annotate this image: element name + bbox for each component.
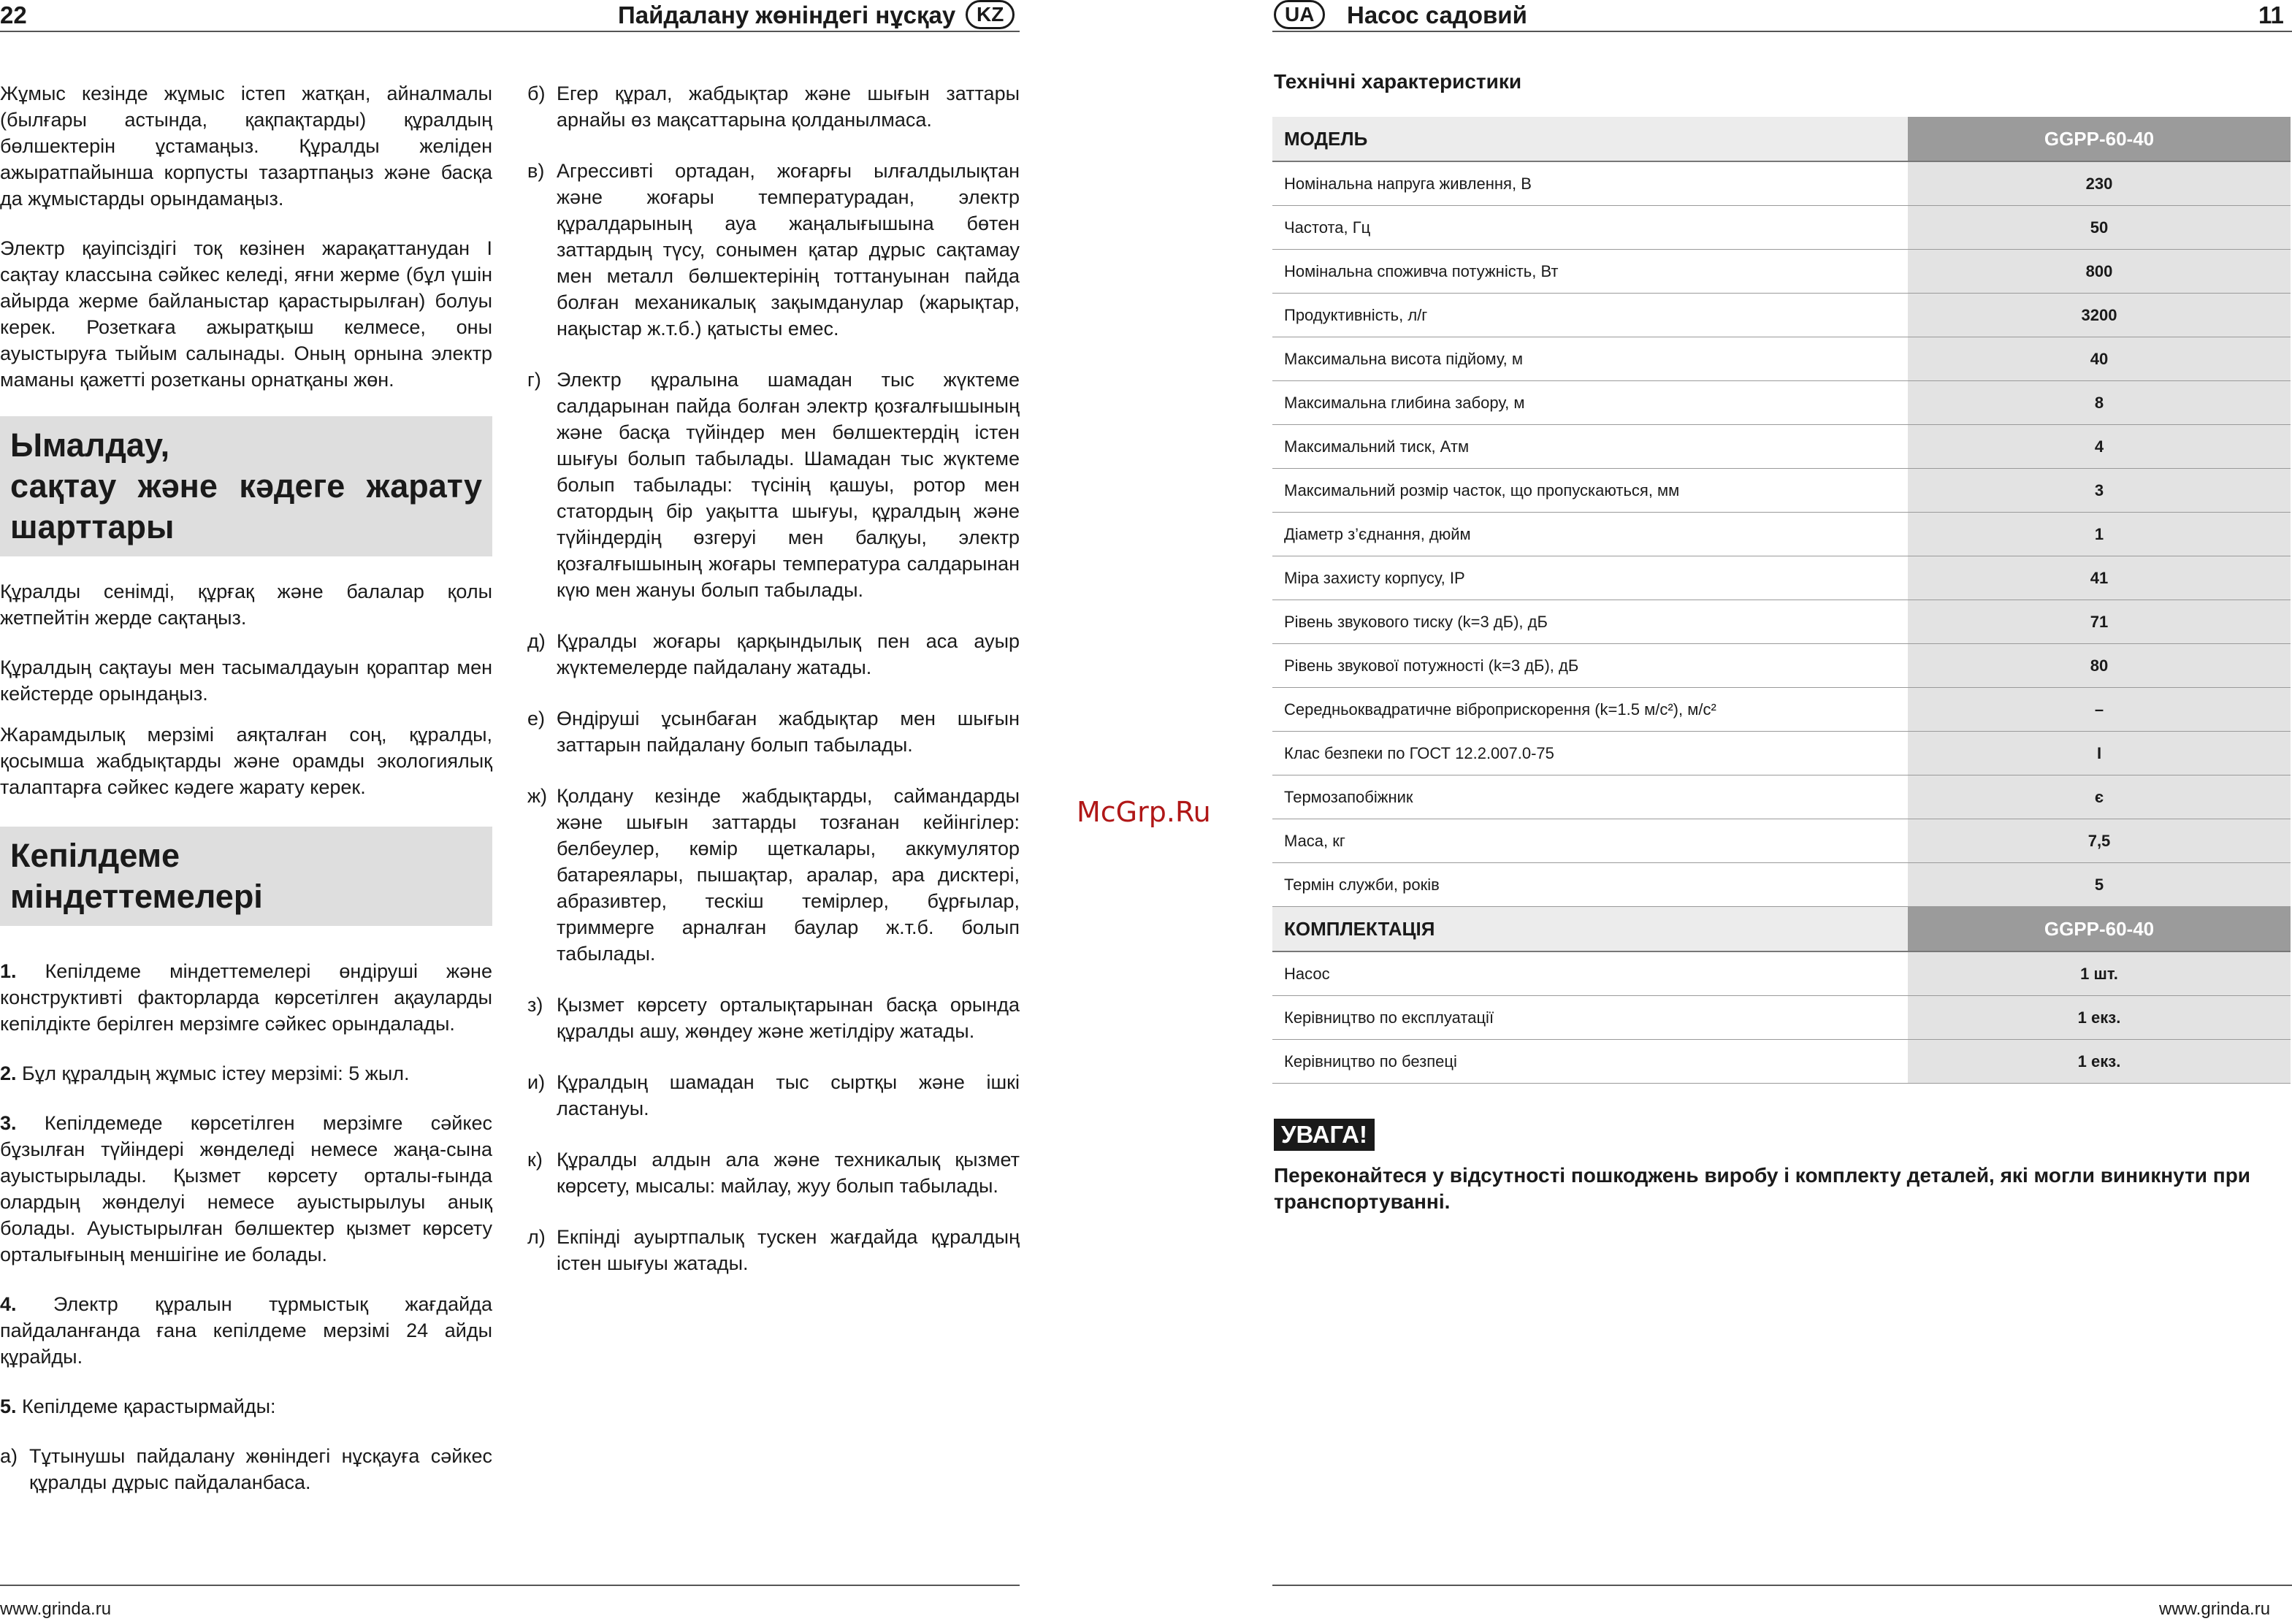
kz-exclusion-a <box>0 1443 492 1495</box>
table-row <box>1272 556 2291 600</box>
kz-warranty-item-3 <box>0 1110 492 1268</box>
table-row <box>1272 425 2291 469</box>
item-marker: д) <box>527 630 546 652</box>
kz-lang-badge <box>966 0 1015 29</box>
spec-label: Термозапобіжник <box>1272 775 1908 819</box>
spec-value: 8 <box>1908 381 2291 425</box>
kit-header-model: GGPP-60-40 <box>1908 907 2291 952</box>
table-row <box>1272 337 2291 381</box>
table-row <box>1272 951 2291 996</box>
item-number: 4. <box>0 1293 17 1315</box>
table-row <box>1272 513 2291 556</box>
item-text: Қолдану кезінде жабдықтарды, саймандарды және шығын заттарды тозғанан кейінгілер: белбеулер, көмір щеткалары, аккумулятор батареялары, пышақтар, аралар, ара дисктері, абразивтер, тескіш темірлер, бұрғылар, триммерге арналған баулар ж.т.б. болып табылады. <box>557 785 1020 965</box>
right-header-title: Насос садовий <box>1347 1 1527 28</box>
item-marker: г) <box>527 369 541 391</box>
table-row <box>1272 644 2291 688</box>
item-marker: а) <box>0 1445 18 1467</box>
spec-value: 40 <box>1908 337 2291 381</box>
kz-column-2 <box>527 80 1020 1301</box>
item-marker: в) <box>527 160 545 182</box>
spec-label: Середньоквадратичне віброприскорення (k=1.5 м/с²), м/с² <box>1272 688 1908 732</box>
item-number: 1. <box>0 960 17 982</box>
spec-value: – <box>1908 688 2291 732</box>
spec-value: є <box>1908 775 2291 819</box>
spec-label: Міра захисту корпусу, IP <box>1272 556 1908 600</box>
spec-label: Частота, Гц <box>1272 206 1908 250</box>
item-number: 3. <box>0 1112 17 1134</box>
table-row <box>1272 206 2291 250</box>
item-marker: л) <box>527 1226 546 1248</box>
left-footer-url[interactable]: www.grinda.ru <box>0 1599 112 1619</box>
left-header-title: Пайдалану жөніндегі нұсқау <box>618 1 956 28</box>
item-marker: ж) <box>527 785 548 807</box>
kz-para-3: Құралды сенімді, құрғақ және балалар қолы жетпейтін жерде сақтаңыз. <box>0 581 492 629</box>
item-number: 5. <box>0 1395 17 1417</box>
item-text: Құралды алдын ала және техникалық қызмет көрсету, мысалы: майлау, жуу болып табылады. <box>557 1149 1020 1197</box>
spec-header-label: МОДЕЛЬ <box>1272 117 1908 161</box>
kz-exclusion-z <box>527 992 1020 1044</box>
spec-section-title: Технічні характеристики <box>1274 70 1522 93</box>
kz-exclusion-b <box>527 80 1020 133</box>
table-row <box>1272 688 2291 732</box>
item-text: Өндіруші ұсынбаған жабдықтар мен шығын заттарын пайдалану болып табылады. <box>557 708 1020 756</box>
item-text: Электр құралын тұрмыстық жағдайда пайдаланғанда ғана кепілдеме мерзімі 24 айды құрайды. <box>0 1293 492 1368</box>
spec-label: Діаметр з’єднання, дюйм <box>1272 513 1908 556</box>
spec-table <box>1272 117 2291 1084</box>
spec-label: Номінальна споживча потужність, Вт <box>1272 250 1908 294</box>
kz-para-2: Электр қауіпсіздігі тоқ көзінен жарақаттанудан I сақтау классына сәйкес келеді, яғни жерме (бұл үшін айырда жерме байланыстар қарастырылған) болуы керек. Розеткаға ажыратқыш келмесе, оны ауыстыруға тыйым салынады. Оның орнына электр маманы қажетті розетканы орнатқаны жөн. <box>0 237 492 391</box>
spec-label: Номінальна напруга живлення, В <box>1272 161 1908 206</box>
right-page-number: 11 <box>2258 1 2284 28</box>
table-row <box>1272 161 2291 206</box>
spec-value: 5 <box>1908 863 2291 907</box>
item-text: Кепілдеме қарастырмайды: <box>22 1395 276 1417</box>
spec-value: 7,5 <box>1908 819 2291 863</box>
item-text: Егер құрал, жабдықтар және шығын заттары арнайы өз мақсаттарына қолданылмаса. <box>557 83 1020 131</box>
ua-badge-label: UA <box>1274 0 1325 29</box>
spec-value: 50 <box>1908 206 2291 250</box>
left-header-rule <box>0 31 1020 32</box>
spec-label: Максимальний тиск, Атм <box>1272 425 1908 469</box>
right-footer-url[interactable]: www.grinda.ru <box>2159 1599 2271 1619</box>
warning-badge <box>1274 1119 1375 1151</box>
kz-section-storage-title: Ымалдау, сақтау және кәдеге жарату шарттары <box>0 416 492 556</box>
kz-exclusion-i <box>527 1069 1020 1122</box>
table-row <box>1272 294 2291 337</box>
kz-exclusion-zh <box>527 783 1020 967</box>
spec-value: 80 <box>1908 644 2291 688</box>
spec-value: 41 <box>1908 556 2291 600</box>
item-marker: б) <box>527 83 546 104</box>
kit-header-row <box>1272 907 2291 952</box>
item-text: Электр құралына шамадан тыс жүктеме салдарынан пайда болған электр қозғалғышының және басқа түйіндер мен бөлшектердің істен шығуы болып табылады. Шамадан тыс жүктеме болып табылады: түсінің қашуы, ротор мен статордың бір уақытта шығуы, құралдың және түйіндердің өзгеруі мен балқуы, электр қозғалғышының жоғары температура салдарынан күю мен жануы болып табылады. <box>557 369 1020 601</box>
spec-label: Клас безпеки по ГОСТ 12.2.007.0-75 <box>1272 732 1908 775</box>
right-footer-rule <box>1272 1585 2292 1586</box>
spec-header-model: GGPP-60-40 <box>1908 117 2291 161</box>
spec-value: I <box>1908 732 2291 775</box>
item-number: 2. <box>0 1062 17 1084</box>
table-row <box>1272 732 2291 775</box>
kz-exclusion-d <box>527 628 1020 681</box>
spec-label: Термін служби, років <box>1272 863 1908 907</box>
item-text: Құралды жоғары қарқындылық пен аса ауыр жүктемелерде пайдалану жатады. <box>557 630 1020 678</box>
kit-label: Керівництво по безпеці <box>1272 1040 1908 1084</box>
warning-text: Переконайтеся у відсутності пошкоджень виробу і комплекту деталей, які могли виникнути при транспортуванні. <box>1274 1164 2251 1213</box>
kz-warranty-item-1 <box>0 958 492 1037</box>
item-text: Екпінді ауыртпалық тускен жағдайда құралдың істен шығуы жатады. <box>557 1226 1020 1274</box>
item-text: Құралдың шамадан тыс сыртқы және ішкі ластануы. <box>557 1071 1020 1119</box>
spec-value: 1 <box>1908 513 2291 556</box>
table-row <box>1272 996 2291 1040</box>
kz-para-5: Жарамдылық мерзімі аяқталған соң, құралды, қосымша жабдықтарды және орамды экологиялық талаптарға сәйкес кәдеге жарату керек. <box>0 724 492 798</box>
kz-section-warranty-title: Кепілдеме міндеттемелері <box>0 827 492 926</box>
warning-label: УВАГА! <box>1274 1119 1375 1151</box>
spec-value: 4 <box>1908 425 2291 469</box>
spec-label: Маса, кг <box>1272 819 1908 863</box>
item-text: Агрессивті ортадан, жоғарғы ылғалдылықтан және жоғары температурадан, электр құралдарының ауа жаңалығышына бөтен заттардың түсу, сонымен қатар дұрыс сақтамау мен металл бөлшектерінің тоттануынан пайда болған механикалық зақымданулар (жарықтар, нақыстар ж.т.б.) қатысты емес. <box>557 160 1020 340</box>
watermark-logo: McGrp.Ru <box>1077 796 1211 828</box>
spec-value: 800 <box>1908 250 2291 294</box>
spec-label: Максимальна висота підйому, м <box>1272 337 1908 381</box>
item-marker: е) <box>527 708 546 729</box>
spec-label: Продуктивність, л/г <box>1272 294 1908 337</box>
kz-warranty-item-4 <box>0 1291 492 1370</box>
kit-label: Насос <box>1272 951 1908 996</box>
spec-value: 71 <box>1908 600 2291 644</box>
item-text: Кепілдеме міндеттемелері өндіруші және конструктивті факторларда көрсетілген ақауларды кепілдікте берілген мерзімге сәйкес орындалады. <box>0 960 492 1035</box>
kz-warranty-item-2 <box>0 1060 492 1087</box>
item-text: Бұл құралдың жұмыс істеу мерзімі: 5 жыл. <box>22 1062 410 1084</box>
kz-exclusion-g <box>527 367 1020 603</box>
spec-value: 230 <box>1908 161 2291 206</box>
left-page-number: 22 <box>0 1 27 28</box>
spec-label: Рівень звукового тиску (k=3 дБ), дБ <box>1272 600 1908 644</box>
kit-value: 1 шт. <box>1908 951 2291 996</box>
item-marker: к) <box>527 1149 543 1171</box>
kz-exclusion-k <box>527 1146 1020 1199</box>
kz-exclusion-e <box>527 705 1020 758</box>
kz-column-1 <box>0 80 492 1520</box>
spec-value: 3 <box>1908 469 2291 513</box>
left-footer-rule <box>0 1585 1020 1586</box>
kz-warranty-list <box>0 958 492 1495</box>
table-row <box>1272 863 2291 907</box>
kz-para-4: Құралдың сақтауы мен тасымалдауын қораптар мен кейстерде орындаңыз. <box>0 656 492 705</box>
spec-label: Максимальна глибина забору, м <box>1272 381 1908 425</box>
spec-label: Рівень звукової потужності (k=3 дБ), дБ <box>1272 644 1908 688</box>
right-header-rule <box>1272 31 2292 32</box>
kz-warranty-item-5 <box>0 1393 492 1420</box>
table-row <box>1272 819 2291 863</box>
table-row <box>1272 469 2291 513</box>
spec-header-row <box>1272 117 2291 161</box>
kz-exclusion-l <box>527 1224 1020 1276</box>
table-row <box>1272 600 2291 644</box>
kit-header-label: КОМПЛЕКТАЦІЯ <box>1272 907 1908 952</box>
item-marker: и) <box>527 1071 546 1093</box>
spec-value: 3200 <box>1908 294 2291 337</box>
table-row <box>1272 1040 2291 1084</box>
table-row <box>1272 250 2291 294</box>
kz-exclusion-v <box>527 158 1020 342</box>
kz-badge-label: KZ <box>966 0 1015 29</box>
kit-label: Керівництво по експлуатації <box>1272 996 1908 1040</box>
kit-value: 1 екз. <box>1908 996 2291 1040</box>
kz-para-1: Жұмыс кезінде жұмыс істеп жатқан, айналмалы (былғары астында, қақпақтарды) құралдың бөлшектерін ұстамаңыз. Құралды желіден ажыратпайынша корпусты тазартпаңыз және басқа да жұмыстарды орындамаңыз. <box>0 83 492 210</box>
item-text: Тұтынушы пайдалану жөніндегі нұсқауға сәйкес құралды дұрыс пайдаланбаса. <box>29 1445 492 1493</box>
item-text: Кепілдемеде көрсетілген мерзімге сәйкес бұзылған түйіндері жөнделеді немесе жаңа-сына ауыстырылады. Қызмет көрсету орталы-ғында олардың жөнделуі немесе ауыстырылуы анық болады. Ауыстырылған бөлшектер қызмет көрсету орталығының меншігіне ие болады. <box>0 1112 492 1265</box>
spec-label: Максимальний розмір часток, що пропускаються, мм <box>1272 469 1908 513</box>
item-text: Қызмет көрсету орталықтарынан басқа орында құралды ашу, жөндеу және жетілдіру жатады. <box>557 994 1020 1042</box>
item-marker: з) <box>527 994 543 1016</box>
ua-lang-badge <box>1274 0 1325 29</box>
kit-value: 1 екз. <box>1908 1040 2291 1084</box>
table-row <box>1272 775 2291 819</box>
table-row <box>1272 381 2291 425</box>
